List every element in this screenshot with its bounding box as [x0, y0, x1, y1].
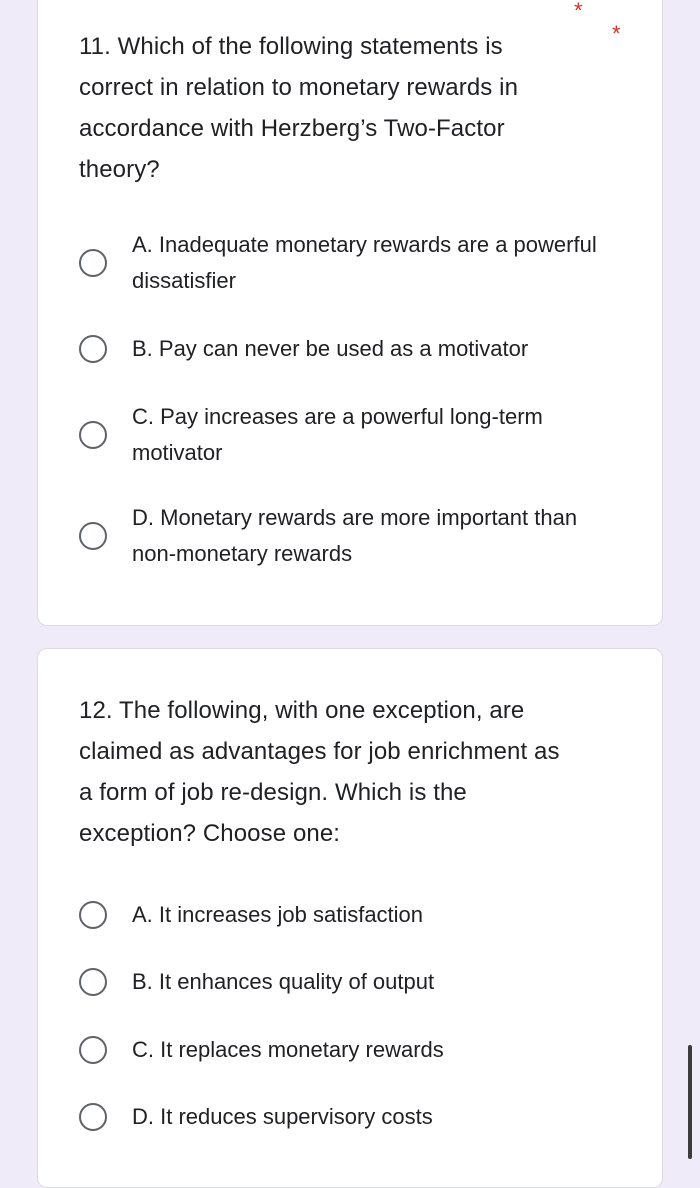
option-radio-b[interactable] [79, 331, 639, 367]
option-radio-a[interactable] [79, 227, 639, 299]
radio-button-icon[interactable] [79, 1036, 107, 1064]
option-label: A. Inadequate monetary rewards are a powerful dissatisfier [132, 232, 597, 293]
scrollbar[interactable] [688, 1045, 692, 1159]
option-label: C. Pay increases are a powerful long-term motivator [132, 404, 543, 465]
question-title: 11. Which of the following statements is correct in relation to monetary rewards in accordance with Herzberg’s Two-Factor theory? [79, 33, 519, 183]
option-label: A. It increases job satisfaction [132, 902, 424, 927]
radio-button-icon[interactable] [79, 522, 107, 550]
option-radio-c[interactable] [79, 399, 639, 471]
option-label: D. It reduces supervisory costs [132, 1104, 433, 1129]
option-radio-d[interactable] [79, 1099, 639, 1135]
option-label: C. It replaces monetary rewards [132, 1037, 444, 1062]
question-card-11 [37, 0, 663, 626]
radio-button-icon[interactable] [79, 1103, 107, 1131]
radio-button-icon[interactable] [79, 335, 107, 363]
option-radio-c[interactable] [79, 1032, 639, 1068]
option-label: B. Pay can never be used as a motivator [132, 336, 529, 361]
radio-button-icon[interactable] [79, 249, 107, 277]
question-card-12 [37, 648, 663, 1188]
option-radio-b[interactable] [79, 964, 639, 1000]
required-asterisk: * [574, 0, 583, 23]
radio-button-icon[interactable] [79, 968, 107, 996]
option-radio-a[interactable] [79, 897, 639, 933]
option-label: B. It enhances quality of output [132, 969, 435, 994]
question-title: 12. The following, with one exception, are claimed as advantages for job enrichment as a form of job re-design. Which is the exception? Choose one: [79, 697, 560, 847]
option-label: D. Monetary rewards are more important than non-monetary rewards [132, 505, 578, 566]
required-asterisk: * [612, 21, 621, 46]
radio-button-icon[interactable] [79, 421, 107, 449]
radio-button-icon[interactable] [79, 901, 107, 929]
option-radio-d[interactable] [79, 500, 639, 572]
